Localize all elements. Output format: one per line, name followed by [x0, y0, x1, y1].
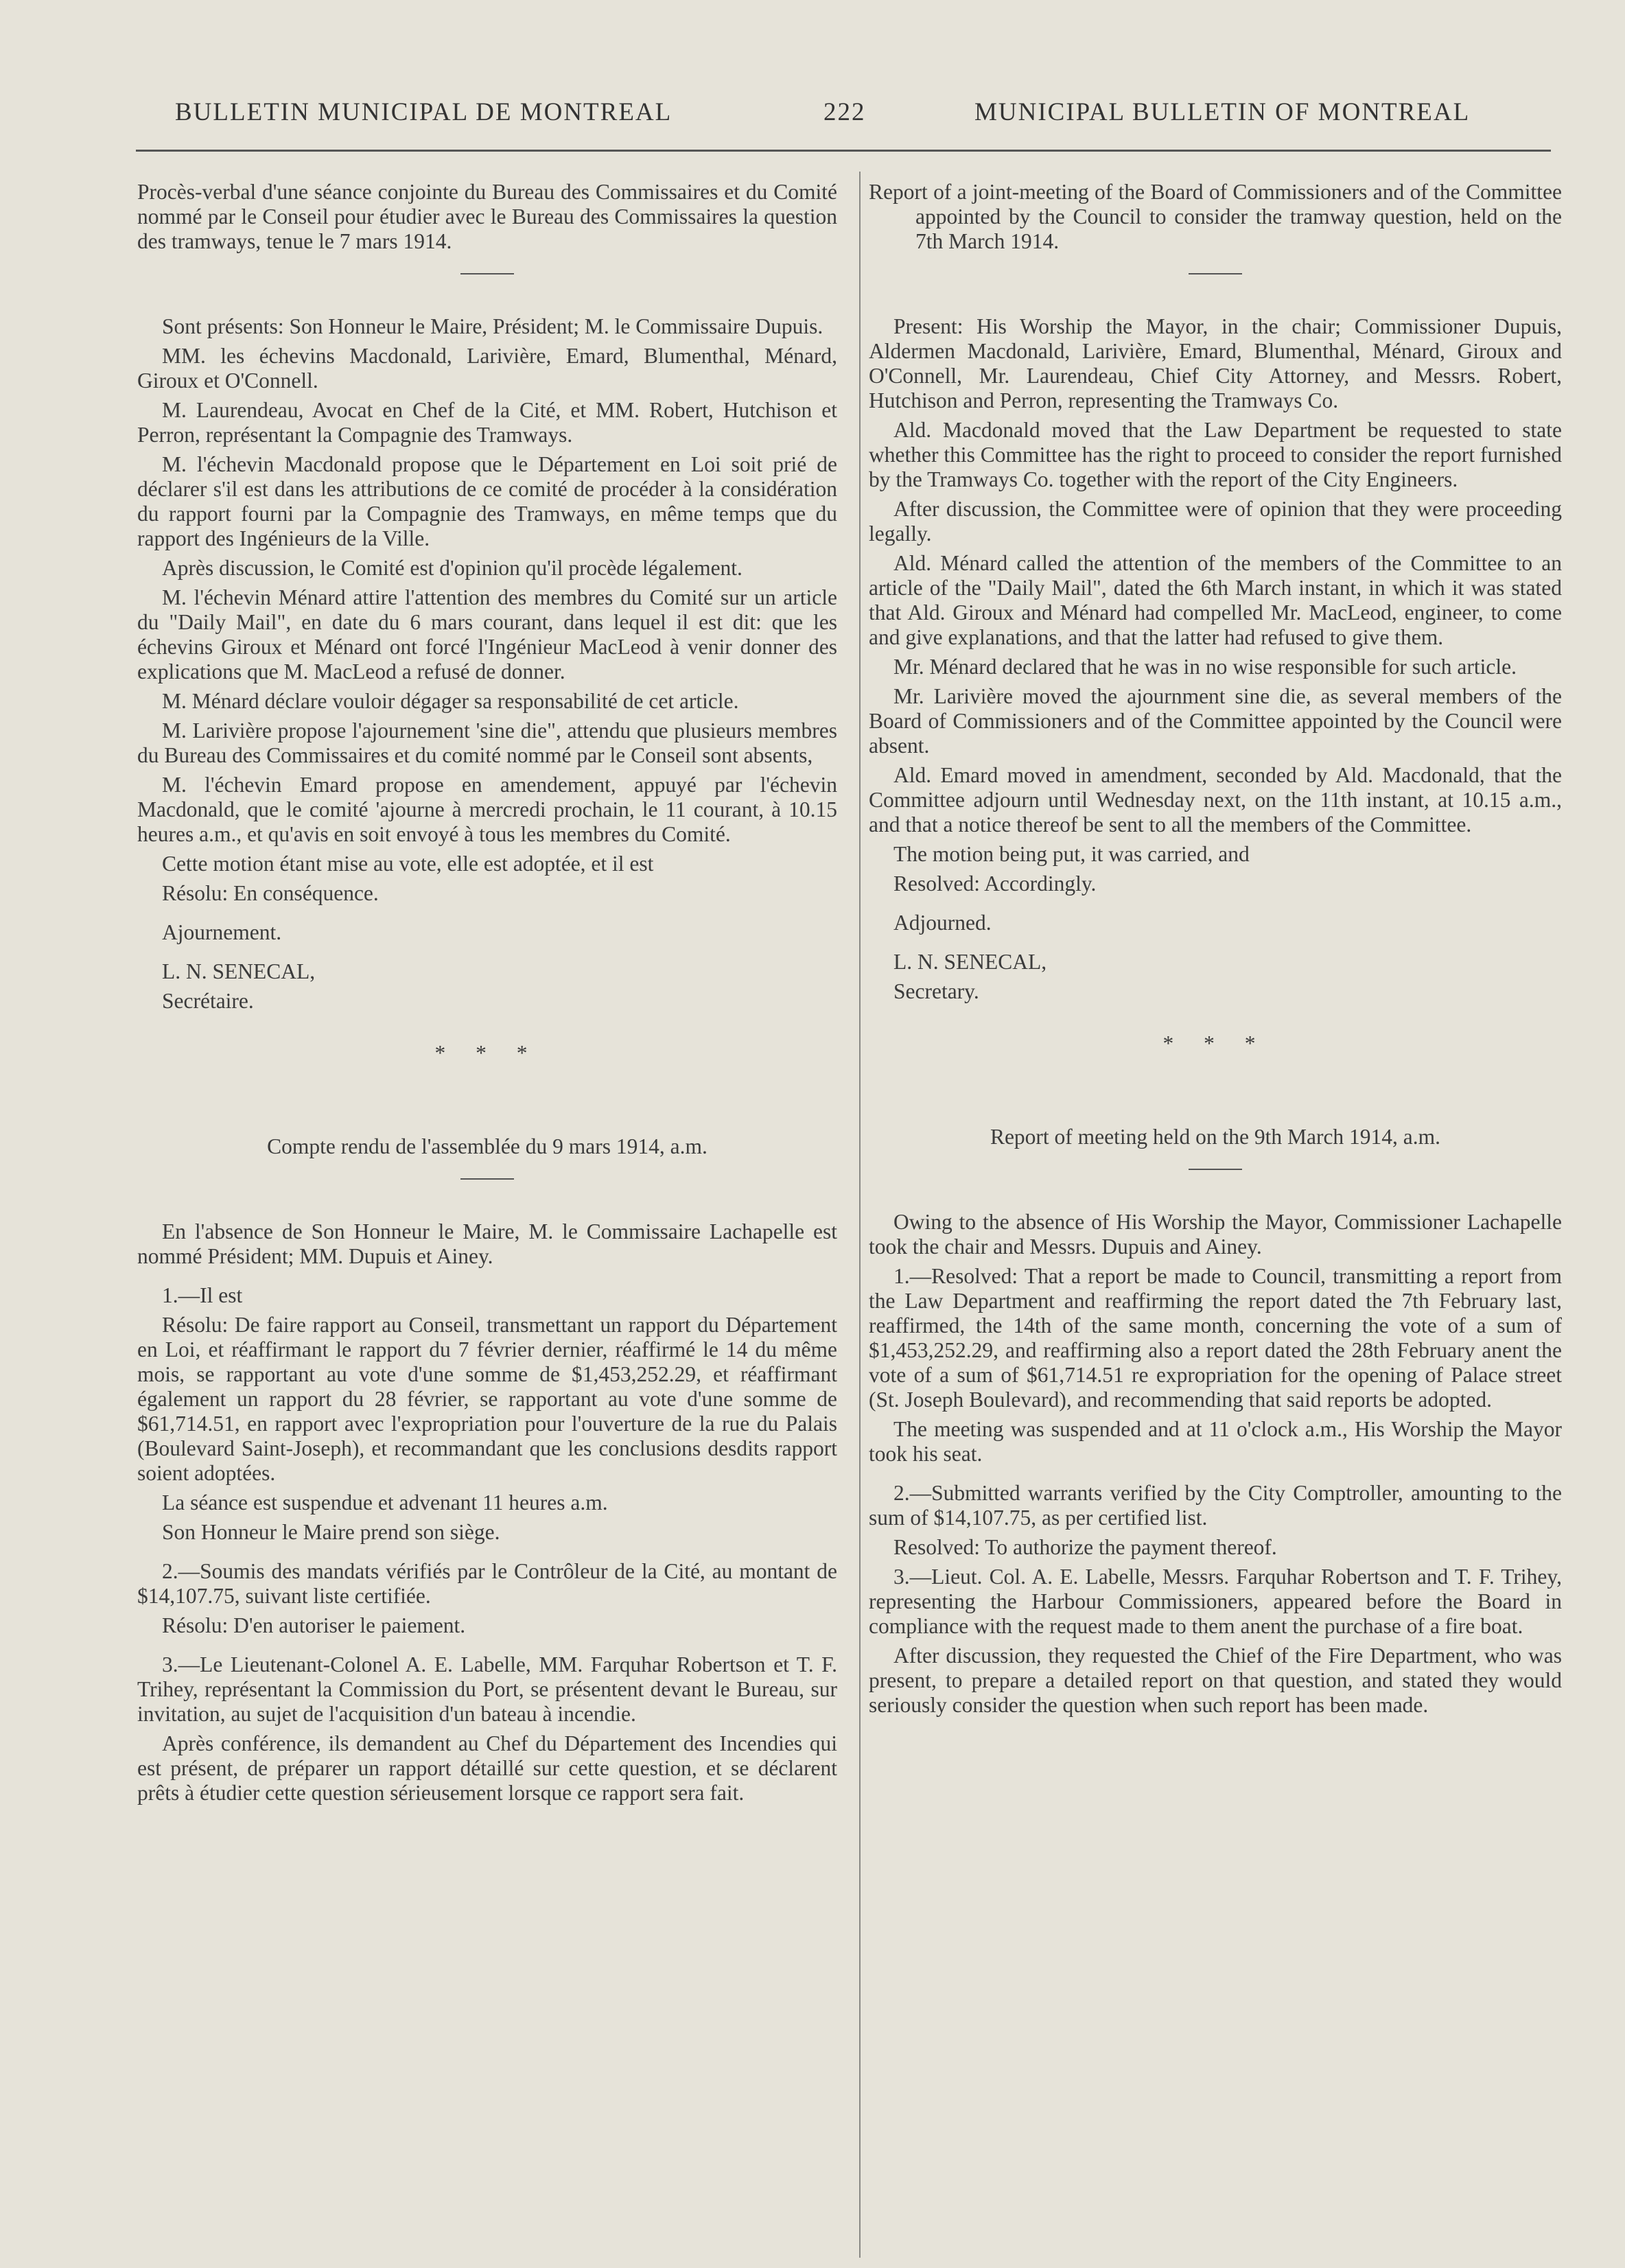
paragraph: M. l'échevin Emard propose en amendement, appuyé par l'échevin Macdonald, que le comité 'ajourne à mercredi prochain, le 11 courant, à 10.15 heures a.m., et qu'avis en soit envoyé à tous les membres du Comité. [137, 773, 837, 846]
paragraph: After discussion, the Committee were of opinion that they were proceeding legally. [869, 497, 1562, 546]
paragraph: MM. les échevins Macdonald, Larivière, Emard, Blumenthal, Ménard, Giroux et O'Connell. [137, 344, 837, 393]
signature-name: L. N. SENECAL, [162, 959, 316, 983]
paragraph: Owing to the absence of His Worship the Mayor, Commissioner Lachapelle took the chair and Messrs. Dupuis and Ainey. [869, 1210, 1562, 1259]
signature-title: Secretary. [893, 979, 979, 1003]
paragraph: 2.—Submitted warrants verified by the City Comptroller, amounting to the sum of $14,107.75, as per certified list. [869, 1481, 1562, 1530]
paragraph: Son Honneur le Maire prend son siège. [162, 1520, 500, 1544]
section-rule [1189, 1169, 1242, 1170]
paragraph: 2.—Soumis des mandats vérifiés par le Contrôleur de la Cité, au montant de $14,107.75, suivant liste certifiée. [137, 1559, 837, 1608]
section-rule [1189, 273, 1242, 274]
header-rule [136, 150, 1551, 152]
section-separator: * * * [434, 1041, 540, 1065]
paragraph: After discussion, they requested the Chief of the Fire Department, who was present, to prepare a detailed report on that question, and stated they would seriously consider the question when such report has been made. [869, 1644, 1562, 1717]
header-title-english: MUNICIPAL BULLETIN OF MONTREAL [974, 98, 1471, 126]
minutes-title: Procès-verbal d'une séance conjointe du Bureau des Commissaires et du Comité nommé par le Conseil pour étudier avec le Bureau des Commissaires la question des tramways, tenue le 7 mars 1914. [137, 180, 837, 253]
adjournment: Adjourned. [893, 911, 992, 935]
paragraph: M. l'échevin Macdonald propose que le Département en Loi soit prié de déclarer s'il est dans les attributions de ce comité de procéder à la considération du rapport fourni par la Compagnie des Tramways, en même temps que du rapport des Ingénieurs de la Ville. [137, 452, 837, 550]
resolution: Resolved: Accordingly. [893, 872, 1097, 896]
paragraph: Cette motion étant mise au vote, elle est adoptée, et il est [162, 852, 654, 876]
paragraph: M. Ménard déclare vouloir dégager sa responsabilité de cet article. [162, 689, 739, 713]
paragraph: La séance est suspendue et advenant 11 heures a.m. [162, 1490, 608, 1515]
resolution: Résolu: D'en autoriser le paiement. [162, 1613, 466, 1637]
section-separator: * * * [1162, 1031, 1268, 1055]
paragraph: Ald. Ménard called the attention of the members of the Committee to an article of the "Daily Mail", dated the 6th March instant, in which it was stated that Ald. Giroux and Ménard had compelled Mr. MacLeod, engineer, to come and give explanations, and that the latter had refused to give them. [869, 551, 1562, 649]
paragraph: Mr. Larivière moved the ajournment sine die, as several members of the Board of Commissioners and of the Committee appointed by the Council were absent. [869, 684, 1562, 758]
paragraph: Present: His Worship the Mayor, in the chair; Commissioner Dupuis, Aldermen Macdonald, Larivière, Emard, Blumenthal, Ménard, Giroux and O'Connell, Mr. Laurendeau, Chief City Attorney, and Messrs. Robert, Hutchison and Perron, representing the Tramways Co. [869, 314, 1562, 412]
page-header [137, 97, 1537, 139]
paragraph: 3.—Le Lieutenant-Colonel A. E. Labelle, MM. Farquhar Robertson et T. F. Trihey, représentant la Commission du Port, se présentent devant le Bureau, sur invitation, au sujet de l'acquisition d'un bateau à incendie. [137, 1652, 837, 1726]
paragraph: Ald. Macdonald moved that the Law Department be requested to state whether this Committee has the right to proceed to consider the report furnished by the Tramways Co. together with the report of the City Engineers. [869, 418, 1562, 491]
signature-title: Secrétaire. [162, 989, 254, 1013]
section-rule [460, 273, 514, 274]
paragraph: Après discussion, le Comité est d'opinion qu'il procède légalement. [162, 556, 743, 580]
section-rule [460, 1178, 514, 1180]
paragraph: Ald. Emard moved in amendment, seconded by Ald. Macdonald, that the Committee adjourn until Wednesday next, on the 11th instant, at 10.15 a.m., and that a notice thereof be sent to all the members of the Committee. [869, 763, 1562, 837]
french-column [137, 180, 837, 1810]
report-title: Report of meeting held on the 9th March 1914, a.m. [990, 1125, 1441, 1149]
paragraph: Après conférence, ils demandent au Chef du Département des Incendies qui est présent, de préparer un rapport détaillé sur cette question, et se déclarent prêts à étudier cette question sérieusement lorsque ce rapport sera fait. [137, 1731, 837, 1805]
paragraph: M. Larivière propose l'ajournement 'sine die", attendu que plusieurs membres du Bureau des Commissaires et du comité nommé par le Conseil sont absents, [137, 718, 837, 767]
header-title-french: BULLETIN MUNICIPAL DE MONTREAL [175, 98, 673, 126]
paragraph: 1.—Il est [162, 1283, 243, 1307]
resolution: Resolved: To authorize the payment thereof. [893, 1535, 1277, 1559]
report-title: Compte rendu de l'assemblée du 9 mars 1914, a.m. [267, 1134, 708, 1158]
paragraph: The motion being put, it was carried, and [893, 842, 1250, 866]
english-column [869, 180, 1562, 1722]
paragraph: M. Laurendeau, Avocat en Chef de la Cité, et MM. Robert, Hutchison et Perron, représentant la Compagnie des Tramways. [137, 398, 837, 447]
paragraph: The meeting was suspended and at 11 o'clock a.m., His Worship the Mayor took his seat. [869, 1417, 1562, 1466]
paragraph: Mr. Ménard declared that he was in no wise responsible for such article. [893, 655, 1517, 679]
paragraph: Résolu: De faire rapport au Conseil, transmettant un rapport du Département en Loi, et réaffirmant le rapport du 7 février dernier, réaffirmé le 14 du même mois, se rapportant au vote d'une somme de $1,453,252.29, et réaffirmant également un rapport du 28 février, se rapportant au vote d'une somme de $61,714.51, en rapport avec l'expropriation pour l'ouverture de la rue du Palais (Boulevard Saint-Joseph), et recommandant que les conclusions desdits rapport soient adoptées. [137, 1313, 837, 1485]
paragraph: M. l'échevin Ménard attire l'attention des membres du Comité sur un article du "Daily Mail", en date du 6 mars courant, dans lequel il est dit: que les échevins Giroux et Ménard ont forcé l'Ingénieur MacLeod à venir donner des explications que M. MacLeod a refusé de donner. [137, 585, 837, 683]
paragraph: En l'absence de Son Honneur le Maire, M. le Commissaire Lachapelle est nommé Président; MM. Dupuis et Ainey. [137, 1219, 837, 1268]
page-number: 222 [823, 98, 866, 126]
signature-name: L. N. SENECAL, [893, 950, 1047, 974]
adjournment: Ajournement. [162, 920, 282, 944]
paragraph: Sont présents: Son Honneur le Maire, Président; M. le Commissaire Dupuis. [162, 314, 823, 338]
paragraph: 1.—Resolved: That a report be made to Council, transmitting a report from the Law Department and reaffirming the report dated the 7th February last, reaffirmed, the 14th of the same month, concerning the vote of a sum of $1,453,252.29, and reaffirming also a report dated the 28th February anent the vote of a sum of $61,714.51 re expropriation for the opening of Palace street (St. Joseph Boulevard), and recommending that said reports be adopted. [869, 1264, 1562, 1412]
paragraph: 3.—Lieut. Col. A. E. Labelle, Messrs. Farquhar Robertson and T. F. Trihey, representing the Harbour Commissioners, appeared before the Board in compliance with the request made to them anent the purchase of a fire boat. [869, 1565, 1562, 1638]
column-divider [859, 172, 861, 2258]
resolution: Résolu: En conséquence. [162, 881, 379, 905]
minutes-title: Report of a joint-meeting of the Board of Commissioners and of the Committee appointed by the Council to consider the tramway question, held on the 7th March 1914. [869, 180, 1562, 253]
